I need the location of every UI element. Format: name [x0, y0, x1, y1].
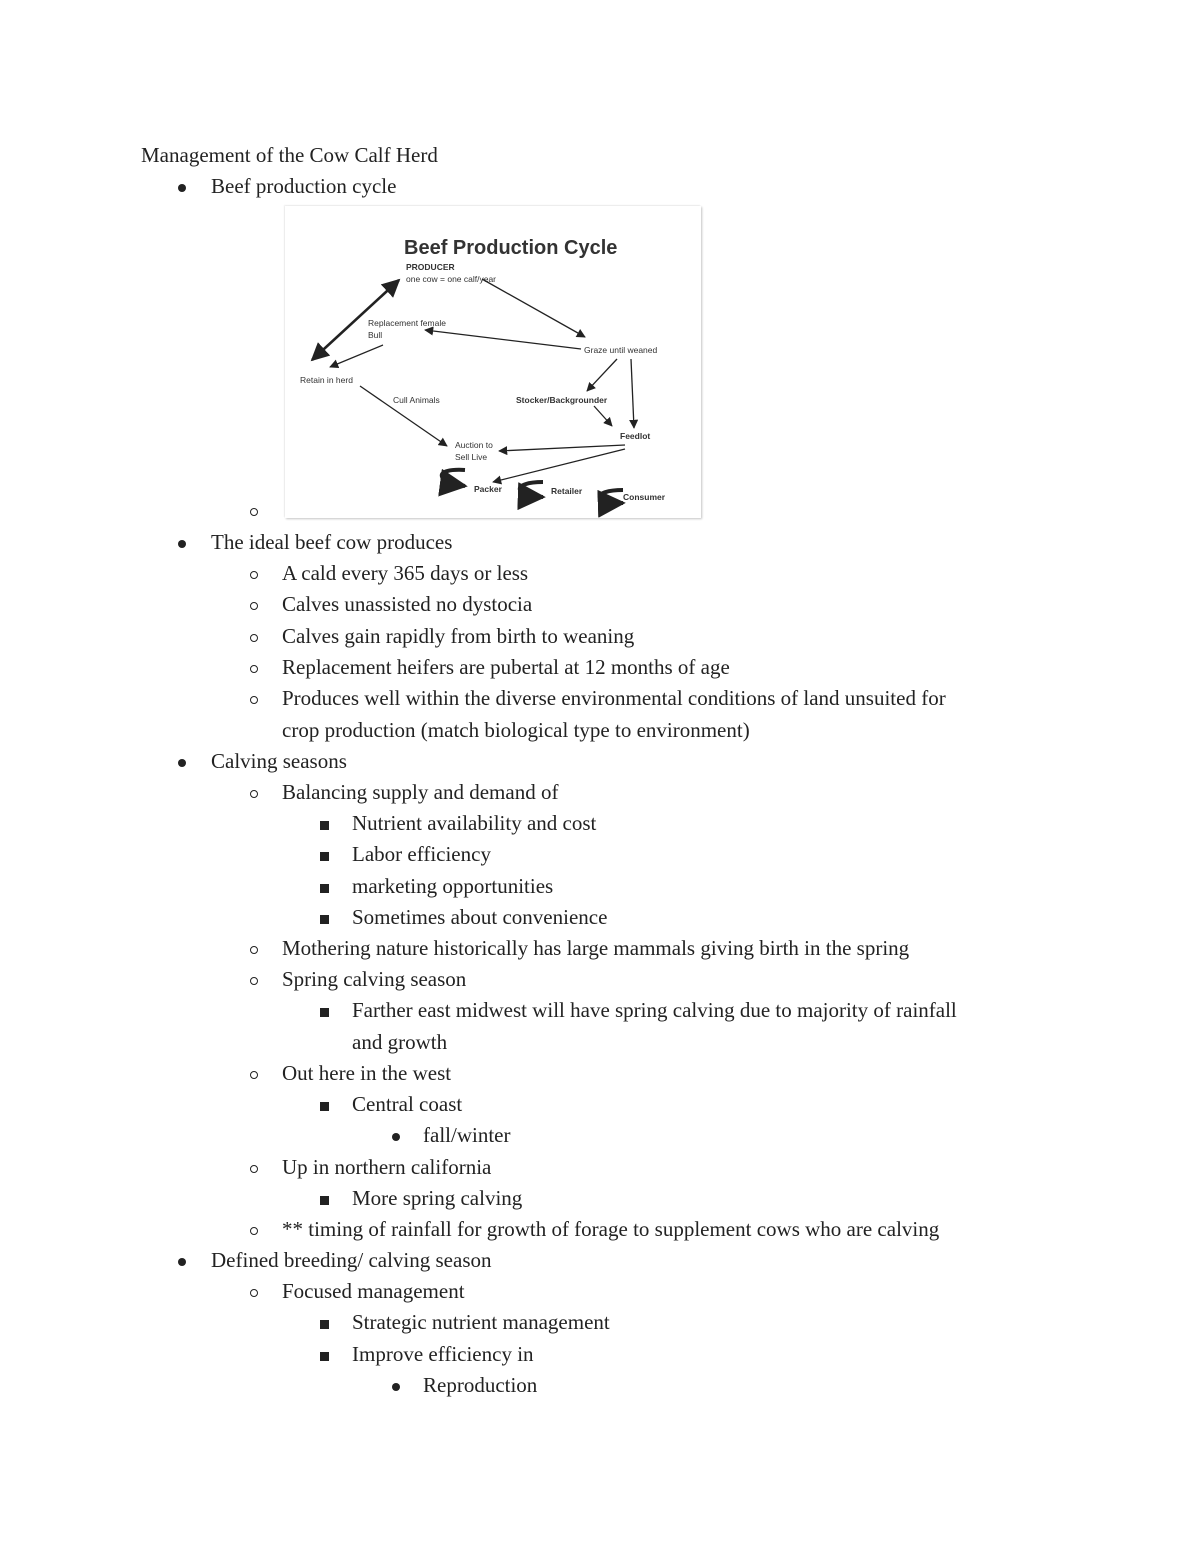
list-item: Farther east midwest will have spring calving due to majority of rainfall — [352, 998, 957, 1022]
list-item: ** timing of rainfall for growth of forage to supplement cows who are calving — [282, 1217, 940, 1241]
list-item: fall/winter — [423, 1123, 511, 1147]
bullet-circle — [250, 634, 258, 642]
label-packer: Packer — [474, 484, 502, 494]
bullet-circle — [250, 696, 258, 704]
list-item: Labor efficiency — [352, 842, 491, 866]
arrow-producer-graze — [482, 279, 585, 337]
beef-production-cycle-diagram — [285, 206, 701, 518]
bullet-square — [320, 821, 329, 830]
curved-arrow-retailer — [520, 482, 543, 497]
arrow-graze-replacement — [425, 330, 581, 349]
bullet-circle — [250, 790, 258, 798]
arrow-feedlot-packer — [493, 449, 625, 482]
list-item: Out here in the west — [282, 1061, 452, 1085]
label-producer: PRODUCER — [406, 262, 455, 272]
bullet-circle — [250, 946, 258, 954]
curved-arrow-packer — [442, 470, 465, 486]
list-item: Improve efficiency in — [352, 1342, 534, 1366]
bullet-circle — [250, 1289, 258, 1297]
bullet-circle — [250, 571, 258, 579]
bullet-square — [320, 1102, 329, 1111]
bullet-square — [320, 884, 329, 893]
bullet-circle — [250, 602, 258, 610]
list-item: Produces well within the diverse environmental conditions of land unsuited for — [282, 686, 946, 710]
list-item: Nutrient availability and cost — [352, 811, 597, 835]
bullet-circle — [250, 1071, 258, 1079]
bullet-disc — [178, 759, 186, 767]
list-item: Spring calving season — [282, 967, 467, 991]
label-stocker: Stocker/Backgrounder — [516, 395, 608, 405]
bullet-square — [320, 852, 329, 861]
bullet-circle — [250, 1165, 258, 1173]
list-item: Central coast — [352, 1092, 463, 1116]
section-heading: Beef production cycle — [211, 174, 397, 198]
list-item: Balancing supply and demand of — [282, 780, 559, 804]
label-producer-note: one cow = one calf/year — [406, 274, 497, 284]
bullet-square — [320, 1008, 329, 1017]
list-item: Focused management — [282, 1279, 465, 1303]
list-item: More spring calving — [352, 1186, 523, 1210]
bullet-square — [320, 915, 329, 924]
list-item-continuation: crop production (match biological type to environment) — [282, 718, 750, 742]
list-item-continuation: and growth — [352, 1030, 448, 1054]
label-bull: Bull — [368, 330, 383, 340]
curved-arrow-consumer — [600, 490, 623, 503]
section-heading: Defined breeding/ calving season — [211, 1248, 492, 1272]
list-item: Calves unassisted no dystocia — [282, 592, 533, 616]
bullet-circle — [250, 508, 258, 516]
label-feedlot: Feedlot — [620, 431, 651, 441]
bullet-disc — [178, 540, 186, 548]
bullet-circle — [250, 665, 258, 673]
arrow-stocker-feedlot — [594, 406, 612, 426]
list-item: Reproduction — [423, 1373, 538, 1397]
arrow-feedlot-auction — [499, 445, 625, 451]
arrow-graze-stocker — [587, 359, 617, 391]
bullet-square — [320, 1196, 329, 1205]
list-item: Mothering nature historically has large mammals giving birth in the spring — [282, 936, 910, 960]
label-auction-1: Auction to — [455, 440, 493, 450]
label-replacement: Replacement female — [368, 318, 446, 328]
page-title: Management of the Cow Calf Herd — [141, 143, 438, 167]
bullet-disc — [392, 1383, 400, 1391]
list-item: Calves gain rapidly from birth to weaning — [282, 624, 635, 648]
list-item: marketing opportunities — [352, 874, 554, 898]
label-auction-2: Sell Live — [455, 452, 488, 462]
label-retailer: Retailer — [551, 486, 583, 496]
label-cull: Cull Animals — [393, 395, 440, 405]
arrow-graze-feedlot — [631, 359, 634, 428]
bullet-disc — [178, 184, 186, 192]
label-graze: Graze until weaned — [584, 345, 658, 355]
bullet-disc — [392, 1133, 400, 1141]
diagram-title: Beef Production Cycle — [404, 237, 618, 259]
list-item: Replacement heifers are pubertal at 12 months of age — [282, 655, 730, 679]
arrow-replacement-retain — [330, 345, 383, 367]
section-heading: The ideal beef cow produces — [211, 530, 453, 554]
list-item: Up in northern california — [282, 1155, 492, 1179]
list-item: Sometimes about convenience — [352, 905, 608, 929]
section-heading: Calving seasons — [211, 749, 347, 773]
diagram-svg — [285, 206, 701, 518]
bullet-square — [320, 1352, 329, 1361]
bullet-circle — [250, 1227, 258, 1235]
bullet-disc — [178, 1258, 186, 1266]
list-item: A cald every 365 days or less — [282, 561, 529, 585]
bullet-square — [320, 1320, 329, 1329]
list-item: Strategic nutrient management — [352, 1310, 610, 1334]
bullet-circle — [250, 977, 258, 985]
label-consumer: Consumer — [623, 492, 666, 502]
label-retain: Retain in herd — [300, 375, 353, 385]
